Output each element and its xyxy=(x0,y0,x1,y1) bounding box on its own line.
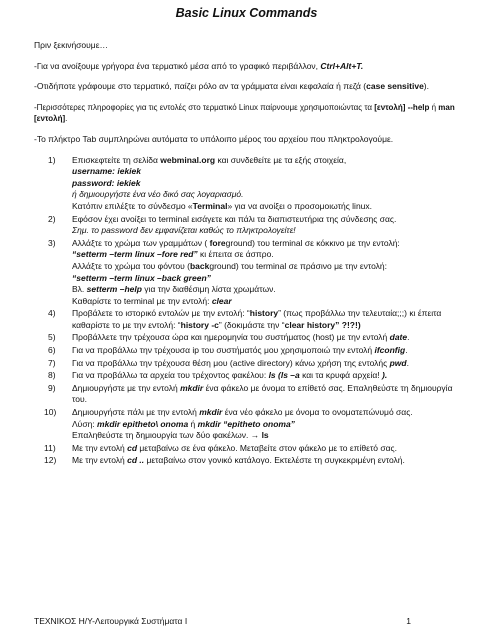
item-text: Λύση: xyxy=(72,418,98,429)
command-text: “setterm –term linux –back green” xyxy=(72,272,211,283)
bold-term: case sensitive xyxy=(366,81,424,92)
username-text: username: iekiek xyxy=(72,166,141,177)
footer-course-title: ΤΕΧΝΙΚΟΣ Η/Υ-Λειτουργικά Συστήματα Ι xyxy=(34,616,188,626)
item-text: Δημιουργήστε πάλι με την εντολή xyxy=(72,407,200,418)
item-number: 12) xyxy=(44,455,57,466)
command-text: “setterm –term linux –fore red” xyxy=(72,249,198,260)
item-number: 1) xyxy=(48,154,56,165)
list-item xyxy=(34,370,459,382)
item-text: . xyxy=(406,357,409,368)
item-text: ” (δοκιμάστε την “ xyxy=(218,319,285,330)
intro-paragraph xyxy=(34,81,459,93)
item-number: 3) xyxy=(48,237,56,248)
list-item xyxy=(34,308,459,331)
item-text: ένα φάκελο με όνομα το επίθετό σας. Επαληθεύστε τη δημιουργία του. xyxy=(72,382,453,405)
bold-term: Terminal xyxy=(192,200,228,211)
intro-text: -Οτιδήποτε γράφουμε στο τερματικό, παίζει ρόλο αν τα γράμματα είναι κεφαλαία ή πεζά ( xyxy=(34,81,367,92)
intro-paragraph xyxy=(34,102,459,125)
item-text: Με την εντολή xyxy=(72,442,128,453)
item-number: 9) xyxy=(48,382,56,393)
command-text: [εντολή] --help xyxy=(374,102,430,112)
item-text: Εφόσον έχει ανοίξει το terminal εισάγετε και πάλι τα διαπιστευτήρια της σύνδεσης σας. xyxy=(72,213,397,224)
intro-paragraph xyxy=(34,61,459,73)
password-text: password: iekiek xyxy=(72,177,141,188)
command-text: cd xyxy=(127,442,138,453)
list-item xyxy=(34,455,459,467)
list-item xyxy=(34,155,459,213)
intro-text: ή xyxy=(429,102,439,112)
list-item xyxy=(34,443,459,455)
item-text: Καθαρίστε το terminal με την εντολή: xyxy=(72,295,212,306)
item-text: Για να προβάλλω την τρέχουσα θέση μου (active directory) κάνω χρήση της εντολής xyxy=(72,357,390,368)
intro-text: ). xyxy=(423,81,429,92)
intro-text: -Περισσότερες πληροφορίες για τις εντολές στο τερματικό Linux παίρνουμε χρησιμοποιώντας τα xyxy=(34,102,375,112)
intro-text: Πριν ξεκινήσουμε… xyxy=(34,40,108,50)
item-text: Με την εντολή xyxy=(72,455,128,466)
shortcut-text: Ctrl+Alt+T. xyxy=(320,60,364,71)
item-text: μεταβαίνω σε ένα φάκελο. Μεταβείτε στον φάκελο με το επίθετό σας. xyxy=(137,442,398,453)
command-text: mkdir epitheto\ onoma xyxy=(97,418,189,429)
command-text: cd .. xyxy=(127,455,145,466)
command-text: mkdir “epitheto onoma” xyxy=(197,418,295,429)
item-text: και τα κρυφά αρχεία! xyxy=(299,370,382,381)
bold-term: back xyxy=(189,260,210,271)
item-text: Βλ. xyxy=(72,284,87,295)
item-text: Επαληθεύστε τη δημιουργία των δύο φακέλων. xyxy=(72,430,251,441)
item-number: 2) xyxy=(48,213,56,224)
intro-paragraph xyxy=(34,40,459,52)
item-text: ” ?!?!) xyxy=(335,319,361,330)
item-text: ένα νέο φάκελο με όνομα το ονοματεπώνυμό σας. xyxy=(222,407,413,418)
list-item xyxy=(34,214,459,237)
link-text: webminal.org xyxy=(160,154,216,165)
item-text: και συνδεθείτε με τα εξής στοιχεία, xyxy=(215,154,347,165)
item-text: για την διαθέσιμη λίστα χρωμάτων. xyxy=(141,284,276,295)
item-text: Δημιουργήστε με την εντολή xyxy=(72,382,181,393)
intro-paragraph xyxy=(34,134,459,146)
page-footer xyxy=(34,616,411,626)
item-text: Προβάλλετε την τρέχουσα ώρα και ημερομηνία του συστήματος (host) με την εντολή xyxy=(72,332,390,343)
item-text: μεταβαίνω στον γονικό κατάλογο. Εκτελέστε τη συγκεκριμένη εντολή. xyxy=(144,455,405,466)
list-item xyxy=(34,407,459,442)
item-number: 5) xyxy=(48,332,56,343)
command-text: → ls xyxy=(250,430,269,441)
command-text: man [εντολή] xyxy=(34,102,455,124)
command-text: history -c xyxy=(180,319,219,330)
item-number: 6) xyxy=(48,345,56,356)
command-text: clear history xyxy=(284,319,336,330)
command-text: clear xyxy=(211,295,232,306)
item-text: . xyxy=(405,345,408,356)
item-number: 8) xyxy=(48,370,56,381)
list-item xyxy=(34,358,459,370)
item-text: ή xyxy=(188,418,198,429)
item-text: Προβάλετε το ιστορικό εντολών με την εντολή: “ xyxy=(72,308,250,319)
list-item xyxy=(34,383,459,406)
intro-section xyxy=(34,40,459,146)
item-number: 10) xyxy=(44,407,57,418)
command-text: history xyxy=(249,308,279,319)
item-text: Για να προβάλλω την τρέχουσα ip του συστήματός μου χρησιμοποιώ την εντολή xyxy=(72,345,375,356)
command-text: mkdir xyxy=(199,407,223,418)
command-text: ifconfig xyxy=(374,345,406,356)
intro-text: -Για να ανοίξουμε γρήγορα ένα τερματικό μέσα από το γραφικό περιβάλλον, xyxy=(34,60,321,71)
exercise-list xyxy=(34,155,459,467)
item-text: ή δημιουργήστε ένα νέο δικό σας λογαριασμό. xyxy=(72,189,244,200)
list-item xyxy=(34,345,459,357)
item-number: 11) xyxy=(44,442,56,453)
item-text: ground) του terminal σε πράσινο με την εντολή: xyxy=(209,260,387,271)
command-text: setterm –help xyxy=(86,284,142,295)
item-text: κι έπειτα σε άσπρο. xyxy=(197,249,274,260)
item-text: ). xyxy=(381,370,388,381)
intro-text: -Το πλήκτρο Tab συμπληρώνει αυτόματα το υπόλοιπο μέρος του αρχείου που πληκτρολογούμε. xyxy=(34,133,394,144)
item-text: ” (πως προβάλλω την τελευταία;;;) κι έπειτα καθαρίστε το με την εντολή: “ xyxy=(72,308,442,330)
item-text: . xyxy=(407,332,410,343)
list-item xyxy=(34,238,459,308)
item-number: 7) xyxy=(48,357,56,368)
item-text: » για να ανοίξει ο προσομοιωτής linux. xyxy=(227,200,373,211)
item-text: ground) του terminal σε κόκκινο με την εντολή: xyxy=(225,237,400,248)
item-text: Για να προβάλλω τα αρχεία του τρέχοντος φακέλου: xyxy=(72,370,269,381)
item-text: Αλλάξτε το χρώμα του φόντου ( xyxy=(72,260,190,271)
page-number: 1 xyxy=(406,616,411,626)
item-text: Επισκεφτείτε τη σελίδα xyxy=(72,154,161,165)
item-text: Κατόπιν επιλέξτε το σύνδεσμο « xyxy=(72,200,193,211)
item-text: Αλλάξτε το χρώμα των γραμμάτων ( xyxy=(72,237,210,248)
command-text: mkdir xyxy=(180,382,204,393)
command-text: ls (ls –a xyxy=(268,370,300,381)
bold-term: fore xyxy=(209,237,226,248)
intro-text: . xyxy=(65,114,68,124)
item-number: 4) xyxy=(48,308,56,319)
command-text: pwd xyxy=(389,357,407,368)
command-text: date xyxy=(389,332,408,343)
list-item xyxy=(34,332,459,344)
page-title: Basic Linux Commands xyxy=(175,6,318,20)
note-text: Σημ. το password δεν εμφανίζεται καθώς το πληκτρολογείτε! xyxy=(72,225,296,236)
